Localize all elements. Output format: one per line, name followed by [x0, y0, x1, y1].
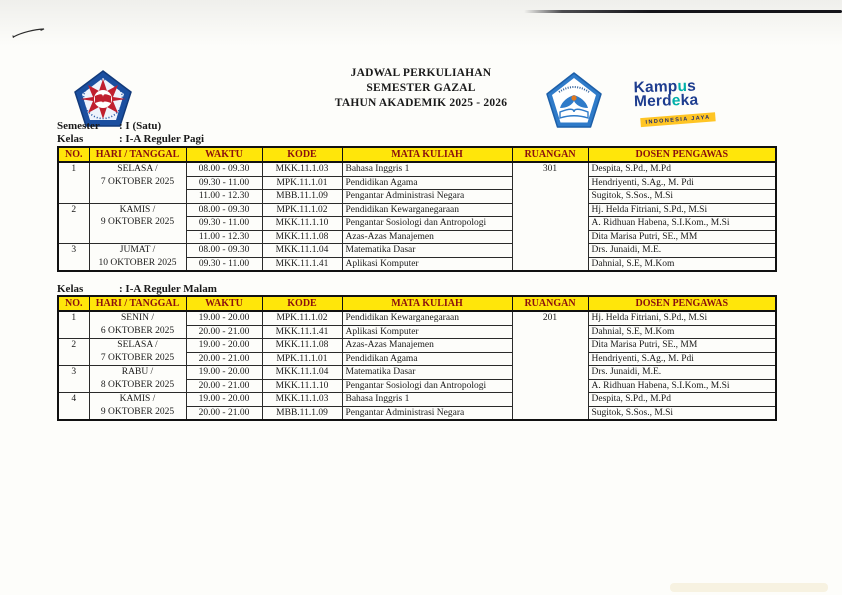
- day-date-cell: SELASA / 7 OKTOBER 2025: [89, 162, 186, 203]
- code-cell: MPK.11.1.01: [262, 176, 342, 190]
- no-cell: 2: [58, 339, 89, 366]
- time-cell: 19.00 - 20.00: [186, 393, 262, 407]
- course-cell: Pendidikan Kewarganegaraan: [342, 311, 512, 325]
- time-cell: 09.30 - 11.00: [186, 176, 262, 190]
- code-cell: MKK.11.1.41: [262, 325, 342, 339]
- column-header-kode: KODE: [262, 147, 342, 162]
- column-header-kode: KODE: [262, 296, 342, 311]
- kampus-merdeka-letter: p: [667, 78, 678, 96]
- day-date-cell: SELASA / 7 OKTOBER 2025: [89, 339, 186, 366]
- time-cell: 19.00 - 20.00: [186, 311, 262, 325]
- time-cell: 20.00 - 21.00: [186, 325, 262, 339]
- column-header-mata-kuliah: MATA KULIAH: [342, 147, 512, 162]
- no-cell: 3: [58, 366, 89, 393]
- code-cell: MBB.11.1.09: [262, 190, 342, 204]
- semester-value: : I (Satu): [119, 120, 162, 132]
- kampus-merdeka-letter: M: [633, 92, 648, 110]
- time-cell: 19.00 - 20.00: [186, 339, 262, 353]
- day-date-cell: RABU / 8 OKTOBER 2025: [89, 366, 186, 393]
- time-cell: 09.30 - 11.00: [186, 217, 262, 231]
- schedule-row: [58, 366, 776, 380]
- column-header-no: NO.: [58, 147, 89, 162]
- kampus-merdeka-word-2: [634, 92, 734, 108]
- tut-wuri-handayani-icon: [545, 71, 603, 131]
- course-cell: Pendidikan Kewarganegaraan: [342, 203, 512, 217]
- lecturer-cell: Dahnial, S.E, M.Kom: [588, 325, 776, 339]
- course-cell: Bahasa Inggris 1: [342, 162, 512, 176]
- lecturer-cell: Dita Marisa Putri, SE., MM: [588, 230, 776, 244]
- schedule-table-malam: [57, 295, 777, 421]
- kampus-merdeka-letter: m: [653, 78, 669, 96]
- day-date-cell: KAMIS / 9 OKTOBER 2025: [89, 393, 186, 421]
- lecturer-cell: Despita, S.Pd., M.Pd: [588, 162, 776, 176]
- lecturer-cell: Despita, S.Pd., M.Pd: [588, 393, 776, 407]
- time-cell: 19.00 - 20.00: [186, 366, 262, 380]
- lecturer-cell: Hj. Helda Fitriani, S.Pd., M.Si: [588, 311, 776, 325]
- kampus-merdeka-letter: K: [633, 79, 646, 97]
- schedule-table: [57, 146, 777, 272]
- code-cell: MKK.11.1.03: [262, 162, 342, 176]
- course-cell: Azas-Azas Manajemen: [342, 339, 512, 353]
- column-header-no: NO.: [58, 296, 89, 311]
- lecturer-cell: Dahnial, S.E, M.Kom: [588, 257, 776, 271]
- kampus-merdeka-letter: a: [689, 91, 699, 109]
- title-line-1: JADWAL PERKULIAHAN: [350, 67, 492, 79]
- time-cell: 09.30 - 11.00: [186, 257, 262, 271]
- time-cell: 08.00 - 09.30: [186, 244, 262, 258]
- time-cell: 20.00 - 21.00: [186, 379, 262, 393]
- semester-label: Semester: [57, 120, 100, 132]
- column-header-dosen-pengawas: DOSEN PENGAWAS: [588, 296, 776, 311]
- kelas-label: Kelas: [57, 283, 84, 295]
- kampus-merdeka-letter: k: [680, 91, 690, 109]
- room-cell: 201: [512, 311, 588, 420]
- course-cell: Aplikasi Komputer: [342, 257, 512, 271]
- code-cell: MPK.11.1.01: [262, 352, 342, 366]
- code-cell: MPK.11.1.02: [262, 311, 342, 325]
- kelas-label: Kelas: [57, 133, 84, 145]
- course-cell: Bahasa Inggris 1: [342, 393, 512, 407]
- code-cell: MKK.11.1.04: [262, 366, 342, 380]
- course-cell: Pengantar Administrasi Negara: [342, 190, 512, 204]
- column-header-ruangan: RUANGAN: [512, 147, 588, 162]
- lecturer-cell: Drs. Junaidi, M.E.: [588, 366, 776, 380]
- title-line-3: TAHUN AKADEMIK 2025 - 2026: [334, 97, 508, 109]
- schedule-row: [58, 339, 776, 353]
- lecturer-cell: Hj. Helda Fitriani, S.Pd., M.Si: [588, 203, 776, 217]
- column-header-mata-kuliah: MATA KULIAH: [342, 296, 512, 311]
- no-cell: 4: [58, 393, 89, 421]
- kampus-merdeka-letter: d: [661, 91, 673, 110]
- kelas-value: : I-A Reguler Malam: [119, 283, 217, 295]
- lecturer-cell: Hendriyenti, S.Ag., M. Pdi: [588, 176, 776, 190]
- column-header-waktu: WAKTU: [186, 147, 262, 162]
- course-cell: Aplikasi Komputer: [342, 325, 512, 339]
- lecturer-cell: Sugitok, S.Sos., M.Si: [588, 406, 776, 420]
- lecturer-cell: A. Ridhuan Habena, S.I.Kom., M.Si: [588, 379, 776, 393]
- column-header-hari-tanggal: HARI / TANGGAL: [89, 296, 186, 311]
- kampus-merdeka-letter: r: [655, 92, 663, 110]
- document-title: [276, 66, 566, 111]
- pen-mark: [10, 22, 54, 42]
- kampus-merdeka-letter: s: [686, 77, 697, 95]
- lecturer-cell: A. Ridhuan Habena, S.I.Kom., M.Si: [588, 217, 776, 231]
- column-header-hari-tanggal: HARI / TANGGAL: [89, 147, 186, 162]
- day-date-cell: KAMIS / 9 OKTOBER 2025: [89, 203, 186, 244]
- kelas-pagi-line: [57, 133, 204, 145]
- lecturer-cell: Hendriyenti, S.Ag., M. Pdi: [588, 352, 776, 366]
- no-cell: 3: [58, 244, 89, 272]
- time-cell: 20.00 - 21.00: [186, 352, 262, 366]
- kampus-merdeka-banner: INDONESIA JAYA: [640, 112, 716, 126]
- day-date-cell: JUMAT / 10 OKTOBER 2025: [89, 244, 186, 272]
- course-cell: Pendidikan Agama: [342, 176, 512, 190]
- column-header-ruangan: RUANGAN: [512, 296, 588, 311]
- lecturer-cell: Dita Marisa Putri, SE., MM: [588, 339, 776, 353]
- course-cell: Pengantar Administrasi Negara: [342, 406, 512, 420]
- lecturer-cell: Drs. Junaidi, M.E.: [588, 244, 776, 258]
- column-header-waktu: WAKTU: [186, 296, 262, 311]
- schedule-row: [58, 162, 776, 176]
- course-cell: Matematika Dasar: [342, 244, 512, 258]
- code-cell: MKK.11.1.41: [262, 257, 342, 271]
- schedule-row: [58, 203, 776, 217]
- kampus-merdeka-letter: e: [646, 92, 657, 110]
- time-cell: 08.00 - 09.30: [186, 162, 262, 176]
- schedule-table-pagi: [57, 146, 777, 272]
- kampus-merdeka-logo: [633, 79, 734, 127]
- code-cell: MKK.11.1.03: [262, 393, 342, 407]
- kelas-malam-line: [57, 283, 217, 295]
- semester-line: [57, 120, 161, 132]
- no-cell: 1: [58, 311, 89, 339]
- code-cell: MPK.11.1.02: [262, 203, 342, 217]
- scan-shadow: [0, 0, 842, 46]
- kelas-value: : I-A Reguler Pagi: [119, 133, 205, 145]
- kampus-merdeka-letter: e: [671, 91, 681, 109]
- column-header-dosen-pengawas: DOSEN PENGAWAS: [588, 147, 776, 162]
- schedule-table: [57, 295, 777, 421]
- course-cell: Pengantar Sosiologi dan Antropologi: [342, 379, 512, 393]
- course-cell: Matematika Dasar: [342, 366, 512, 380]
- scan-artifact-top-edge: [524, 10, 842, 13]
- time-cell: 11.00 - 12.30: [186, 190, 262, 204]
- code-cell: MKK.11.1.04: [262, 244, 342, 258]
- room-cell: 301: [512, 162, 588, 271]
- scan-artifact-bottom: [670, 583, 828, 592]
- time-cell: 08.00 - 09.30: [186, 203, 262, 217]
- title-line-2: SEMESTER GAZAL: [366, 82, 476, 94]
- code-cell: MKK.11.1.10: [262, 379, 342, 393]
- code-cell: MKK.11.1.08: [262, 339, 342, 353]
- no-cell: 2: [58, 203, 89, 244]
- code-cell: MKK.11.1.08: [262, 230, 342, 244]
- time-cell: 20.00 - 21.00: [186, 406, 262, 420]
- kampus-merdeka-letter: u: [677, 77, 688, 96]
- lecturer-cell: Sugitok, S.Sos., M.Si: [588, 190, 776, 204]
- schedule-row: [58, 311, 776, 325]
- schedule-row: [58, 393, 776, 407]
- kampus-merdeka-letter: a: [644, 78, 655, 97]
- time-cell: 11.00 - 12.30: [186, 230, 262, 244]
- course-cell: Pengantar Sosiologi dan Antropologi: [342, 217, 512, 231]
- schedule-row: [58, 244, 776, 258]
- no-cell: 1: [58, 162, 89, 203]
- course-cell: Pendidikan Agama: [342, 352, 512, 366]
- code-cell: MKK.11.1.10: [262, 217, 342, 231]
- code-cell: MBB.11.1.09: [262, 406, 342, 420]
- day-date-cell: SENIN / 6 OKTOBER 2025: [89, 311, 186, 339]
- course-cell: Azas-Azas Manajemen: [342, 230, 512, 244]
